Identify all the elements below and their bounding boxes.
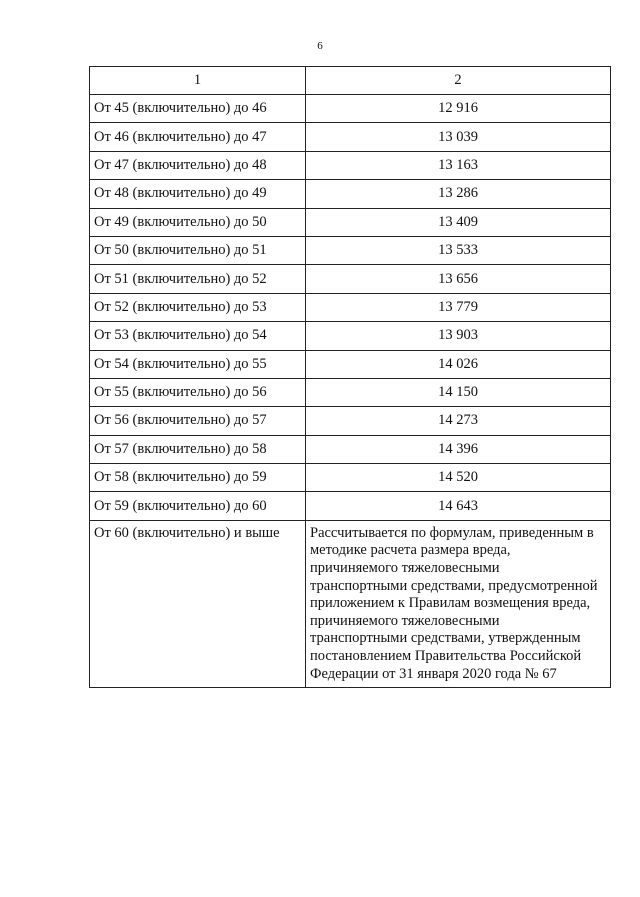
note-line: причиняемого тяжеловесными — [310, 612, 500, 629]
note-line: методике расчета размера вреда, — [310, 542, 511, 559]
table-row — [90, 236, 611, 264]
table-row-last — [90, 520, 611, 687]
note-line: Федерации от 31 января 2020 года № 67 — [310, 665, 557, 682]
page-number: 6 — [317, 40, 323, 52]
value-cell: 13 409 — [306, 208, 611, 236]
range-cell: От 57 (включительно) до 58 — [90, 435, 306, 463]
range-cell: От 45 (включительно) до 46 — [90, 95, 306, 123]
range-cell: От 46 (включительно) до 47 — [90, 123, 306, 151]
note-line: транспортными средствами, предусмотренной — [310, 577, 598, 594]
value-cell: 13 163 — [306, 151, 611, 179]
table-row — [90, 208, 611, 236]
table-row — [90, 407, 611, 435]
value-cell: 12 916 — [306, 95, 611, 123]
range-cell: От 56 (включительно) до 57 — [90, 407, 306, 435]
table-row — [90, 322, 611, 350]
value-cell: 14 273 — [306, 407, 611, 435]
table-row — [90, 378, 611, 406]
value-cell: 13 533 — [306, 236, 611, 264]
table-row — [90, 350, 611, 378]
range-cell: От 60 (включительно) и выше — [90, 520, 306, 687]
value-cell: 13 656 — [306, 265, 611, 293]
table-row — [90, 265, 611, 293]
value-cell: 14 520 — [306, 464, 611, 492]
note-line: приложением к Правилам возмещения вреда, — [310, 595, 591, 612]
note-line: Рассчитывается по формулам, приведенным в — [310, 524, 594, 541]
table-row — [90, 123, 611, 151]
table-row — [90, 151, 611, 179]
value-cell: 14 643 — [306, 492, 611, 520]
table-row — [90, 464, 611, 492]
column-header-2: 2 — [306, 67, 611, 95]
value-cell: 13 286 — [306, 180, 611, 208]
note-line: транспортными средствами, утвержденным — [310, 630, 581, 647]
table-row — [90, 180, 611, 208]
range-cell: От 48 (включительно) до 49 — [90, 180, 306, 208]
range-cell: От 52 (включительно) до 53 — [90, 293, 306, 321]
value-cell: 13 039 — [306, 123, 611, 151]
note-line: причиняемого тяжеловесными — [310, 560, 500, 577]
value-cell: 14 150 — [306, 378, 611, 406]
range-cell: От 54 (включительно) до 55 — [90, 350, 306, 378]
value-cell: 14 026 — [306, 350, 611, 378]
table-header-row — [90, 67, 611, 95]
range-cell: От 55 (включительно) до 56 — [90, 378, 306, 406]
table-row — [90, 293, 611, 321]
range-cell: От 51 (включительно) до 52 — [90, 265, 306, 293]
formula-note-cell — [306, 520, 611, 687]
value-cell: 13 903 — [306, 322, 611, 350]
column-header-1: 1 — [90, 67, 306, 95]
range-cell: От 53 (включительно) до 54 — [90, 322, 306, 350]
table-row — [90, 435, 611, 463]
tariff-table — [89, 66, 611, 688]
range-cell: От 58 (включительно) до 59 — [90, 464, 306, 492]
range-cell: От 47 (включительно) до 48 — [90, 151, 306, 179]
range-cell: От 50 (включительно) до 51 — [90, 236, 306, 264]
range-cell: От 59 (включительно) до 60 — [90, 492, 306, 520]
value-cell: 14 396 — [306, 435, 611, 463]
table-row — [90, 95, 611, 123]
table-row — [90, 492, 611, 520]
note-line: постановлением Правительства Российской — [310, 648, 582, 665]
value-cell: 13 779 — [306, 293, 611, 321]
range-cell: От 49 (включительно) до 50 — [90, 208, 306, 236]
